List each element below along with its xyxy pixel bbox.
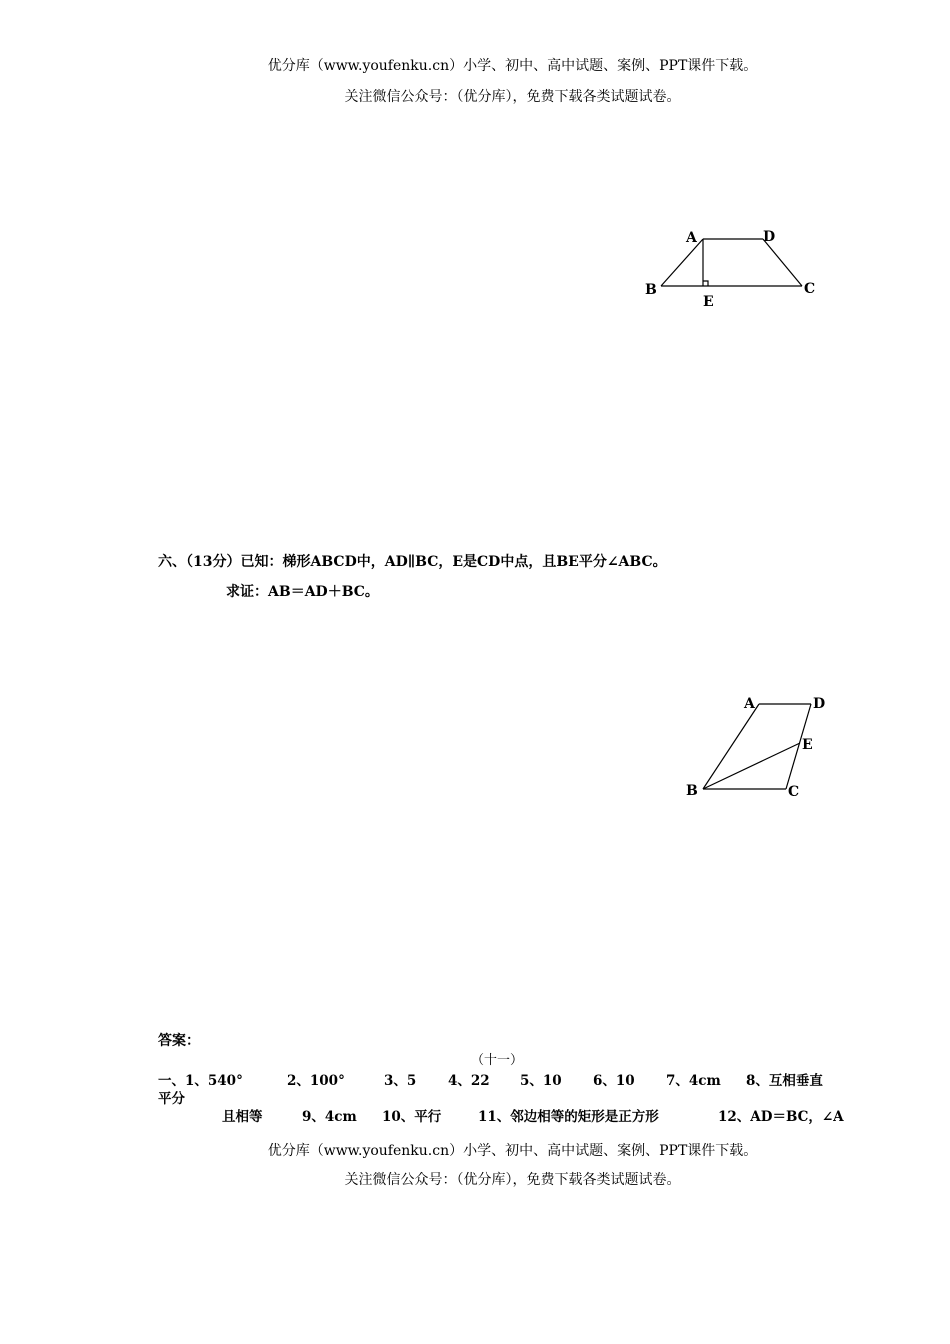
label-d: D xyxy=(763,229,776,245)
answer-item: 6、10 xyxy=(593,1073,635,1089)
question-6-prove: 求证：AB＝AD＋BC。 xyxy=(226,584,379,600)
answer-item: 5、10 xyxy=(520,1073,562,1089)
footer-line-2: 关注微信公众号：（优分库），免费下载各类试题试卷。 xyxy=(344,1172,681,1188)
answer-item: 7、4cm xyxy=(666,1073,721,1089)
answer-item: 且相等 xyxy=(222,1109,263,1125)
trapezoid-figure-1 xyxy=(630,222,830,314)
label-c: C xyxy=(788,784,800,800)
answer-item: 4、22 xyxy=(448,1073,490,1089)
answer-item: 11、邻边相等的矩形是正方形 xyxy=(478,1109,659,1125)
label-e: E xyxy=(703,294,714,310)
segment-dc xyxy=(763,239,802,286)
answer-item: 12、AD＝BC，∠A xyxy=(718,1109,844,1125)
label-a: A xyxy=(686,230,697,246)
answer-item: 一、1、540° xyxy=(158,1073,243,1089)
label-d: D xyxy=(813,696,826,712)
answer-item: 3、5 xyxy=(384,1073,417,1089)
segment-ab xyxy=(661,239,703,286)
answer-item: 9、4cm xyxy=(302,1109,357,1125)
answer-item: 2、100° xyxy=(287,1073,345,1089)
answers-heading: 答案： xyxy=(158,1033,200,1049)
footer-line-1: 优分库（www.youfenku.cn）小学、初中、高中试题、案例、PPT课件下载。 xyxy=(267,1143,758,1159)
label-e: E xyxy=(802,737,813,753)
label-b: B xyxy=(686,783,698,799)
label-c: C xyxy=(804,281,816,297)
trapezoid-figure-2 xyxy=(680,690,830,805)
label-b: B xyxy=(645,282,657,298)
question-6-title: 六、（13分）已知：梯形ABCD中，AD∥BC，E是CD中点，且BE平分∠ABC。 xyxy=(158,554,667,570)
answers-section-label: （十一） xyxy=(471,1053,524,1068)
answer-item: 8、互相垂直 xyxy=(746,1073,823,1089)
right-angle-mark xyxy=(703,281,708,286)
header-line-1: 优分库（www.youfenku.cn）小学、初中、高中试题、案例、PPT课件下载。 xyxy=(267,58,758,74)
label-a: A xyxy=(744,696,755,712)
answer-item: 10、平行 xyxy=(382,1109,442,1125)
answer-wrap: 平分 xyxy=(158,1091,185,1107)
header-line-2: 关注微信公众号：（优分库），免费下载各类试题试卷。 xyxy=(344,89,681,105)
